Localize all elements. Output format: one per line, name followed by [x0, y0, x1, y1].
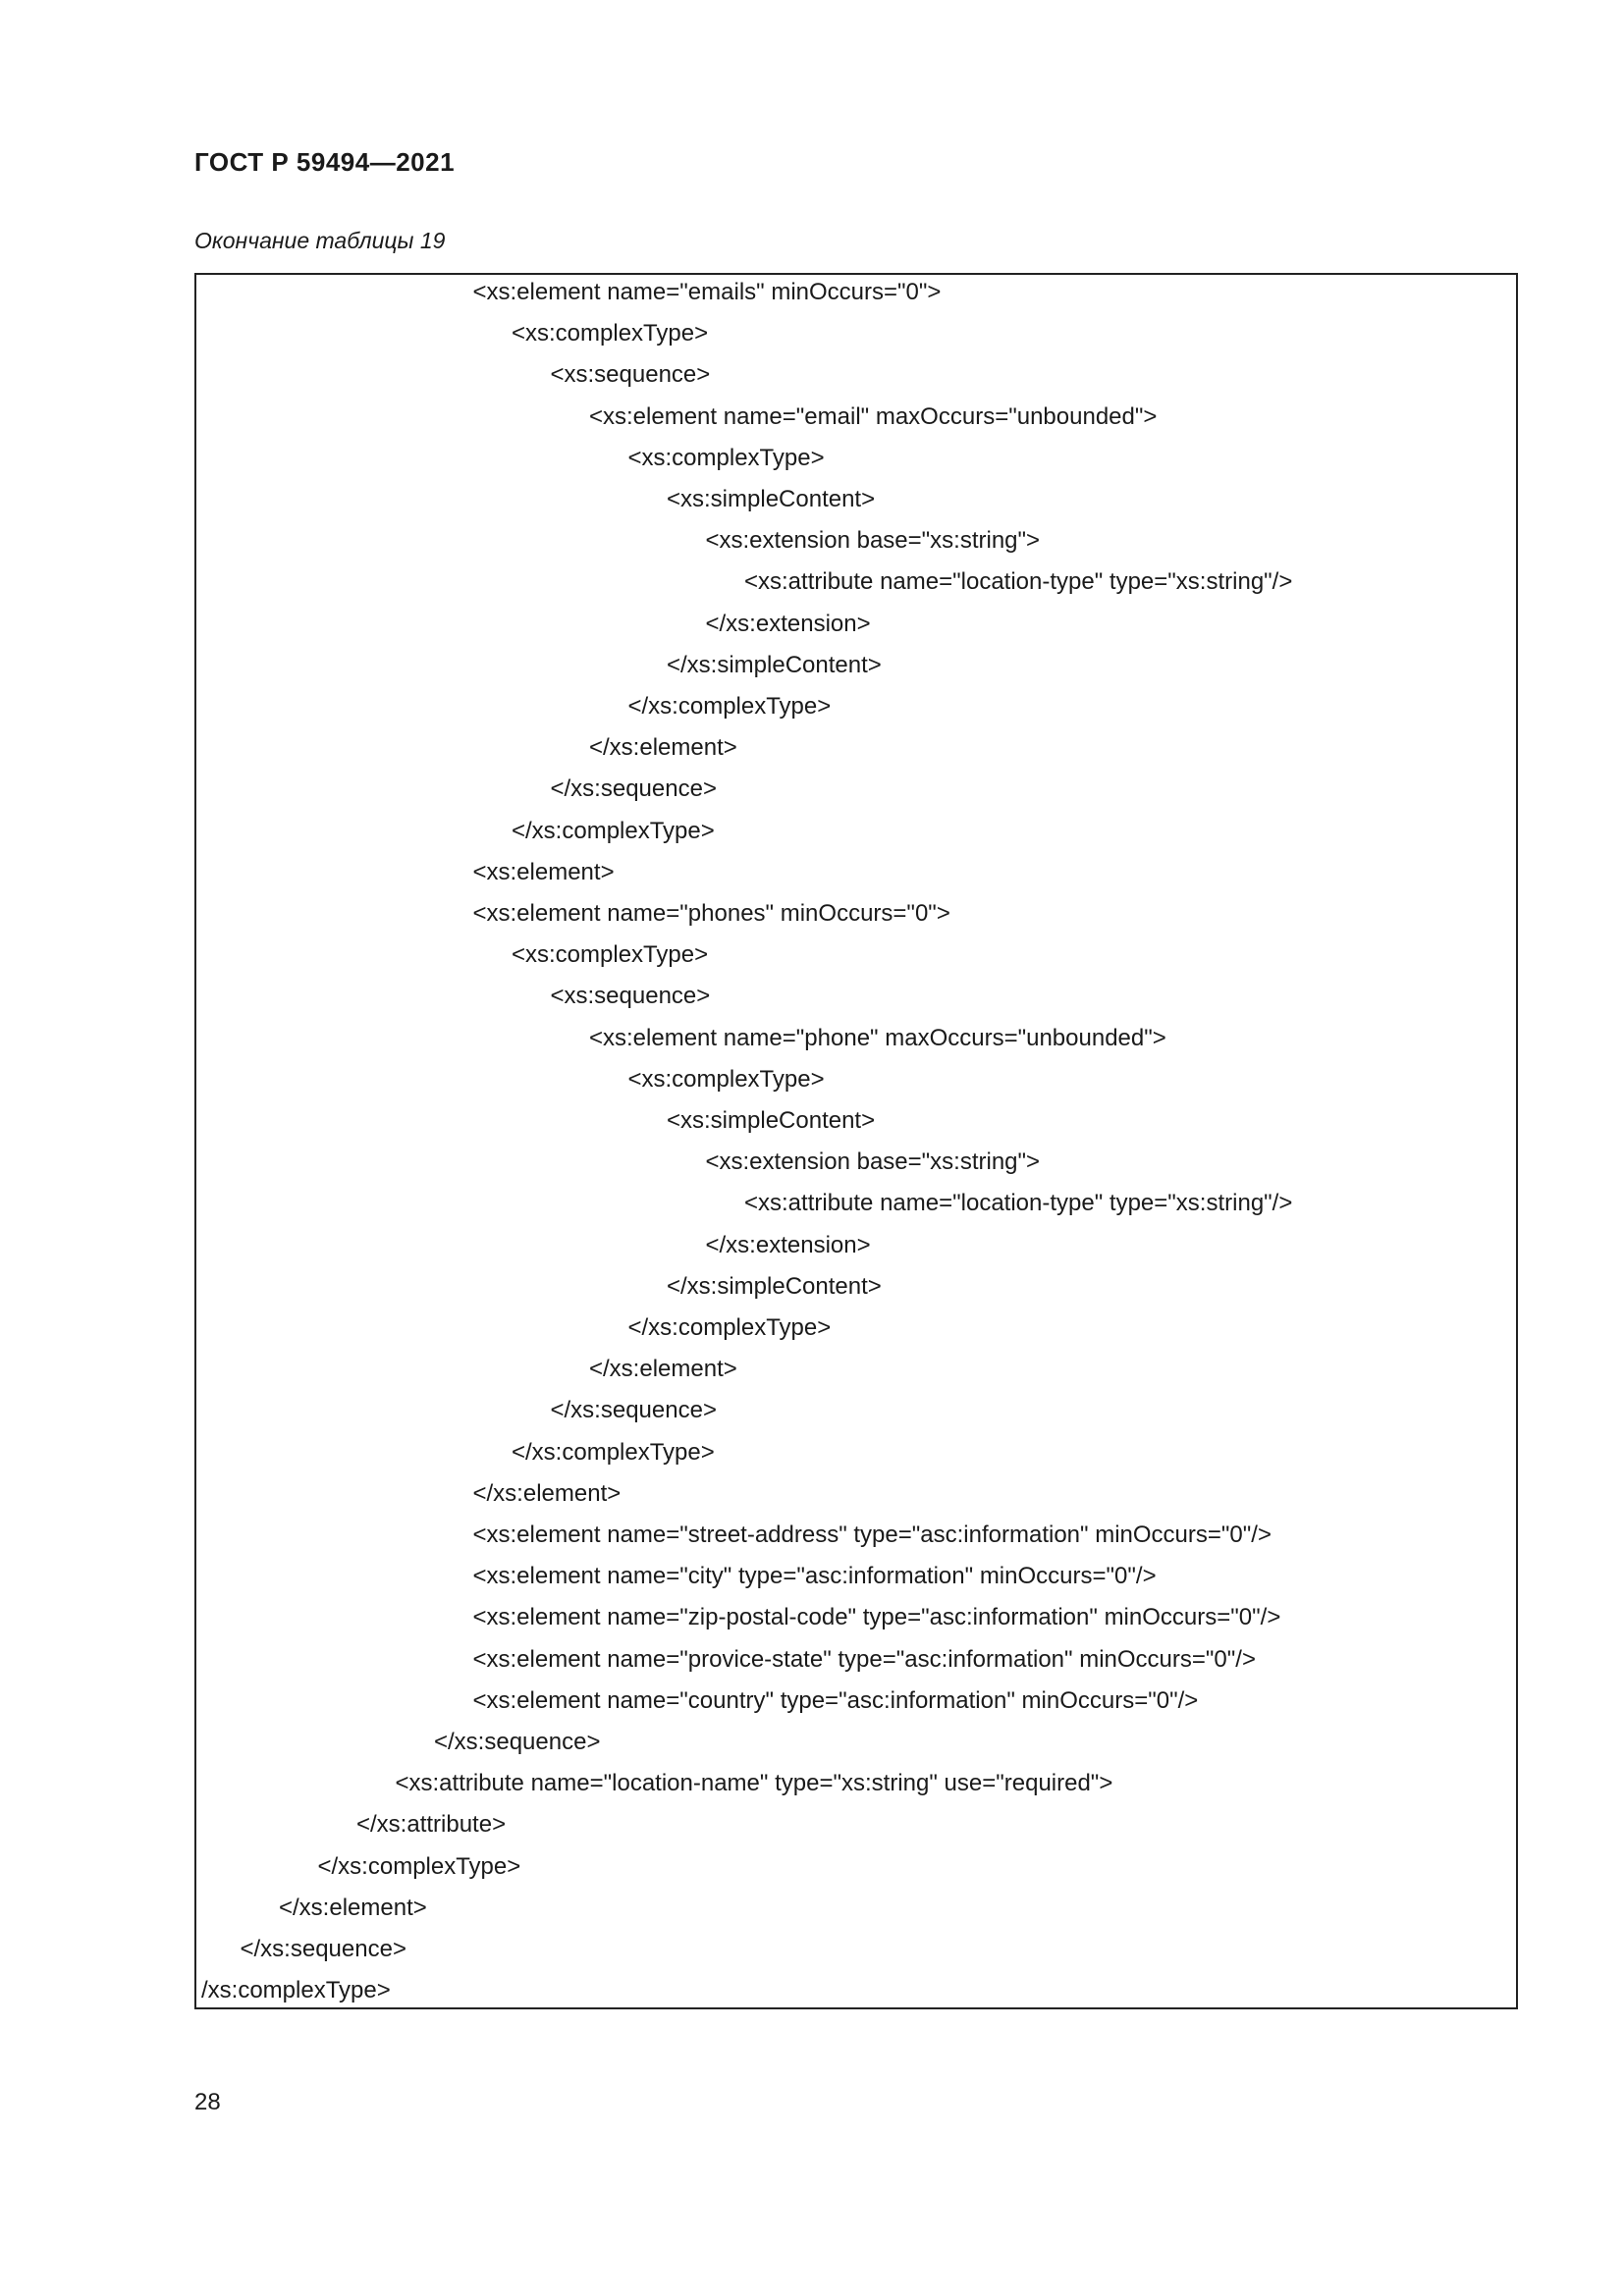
- code-line: <xs:sequence>: [550, 983, 711, 1010]
- code-line: </xs:complexType>: [317, 1852, 521, 1880]
- code-line: <xs:element name="phones" minOccurs="0">: [472, 900, 950, 927]
- code-line: </xs:attribute>: [356, 1811, 507, 1839]
- code-line: </xs:complexType>: [627, 693, 832, 720]
- code-line: <xs:element name="email" maxOccurs="unbounded">: [589, 402, 1158, 430]
- code-line: </xs:simpleContent>: [667, 1272, 882, 1300]
- table-caption: Окончание таблицы 19: [194, 228, 446, 253]
- code-line: <xs:complexType>: [512, 941, 709, 969]
- code-line: <xs:element name="phone" maxOccurs="unbounded">: [589, 1024, 1166, 1051]
- code-line: </xs:complexType>: [512, 817, 715, 844]
- code-line: <xs:extension base="xs:string">: [705, 1148, 1041, 1176]
- code-line: <xs:simpleContent>: [667, 1107, 876, 1134]
- code-line: <xs:element name="zip-postal-code" type="asc:information" minOccurs="0"/>: [472, 1604, 1281, 1631]
- code-line: /xs:complexType>: [201, 1977, 391, 2004]
- code-line: <xs:attribute name="location-name" type="xs:string" use="required">: [395, 1770, 1113, 1797]
- document-header: ГОСТ Р 59494—2021: [194, 147, 456, 177]
- code-line: </xs:sequence>: [550, 775, 717, 803]
- code-line: </xs:element>: [472, 1479, 622, 1507]
- page-number: 28: [194, 2089, 221, 2115]
- code-line: <xs:complexType>: [627, 444, 825, 471]
- code-line: <xs:element name="provice-state" type="asc:information" minOccurs="0"/>: [472, 1645, 1256, 1673]
- code-line: </xs:element>: [279, 1894, 427, 1921]
- code-line: <xs:complexType>: [627, 1065, 825, 1093]
- code-line: <xs:attribute name="location-type" type="xs:string"/>: [744, 568, 1293, 596]
- code-line: </xs:element>: [589, 734, 737, 762]
- code-line: </xs:extension>: [705, 1231, 871, 1258]
- code-line: </xs:element>: [589, 1356, 737, 1383]
- code-line: </xs:sequence>: [240, 1936, 406, 1962]
- code-line: </xs:complexType>: [512, 1438, 715, 1466]
- code-line: <xs:element>: [472, 858, 615, 885]
- code-line: <xs:complexType>: [512, 320, 709, 347]
- code-line: <xs:attribute name="location-type" type="xs:string"/>: [744, 1190, 1293, 1217]
- code-line: <xs:element name="emails" minOccurs="0">: [472, 279, 942, 305]
- code-line: <xs:simpleContent>: [667, 486, 876, 512]
- code-table: [194, 273, 1518, 2009]
- code-line: <xs:element name="country" type="asc:information" minOccurs="0"/>: [472, 1686, 1199, 1714]
- code-line: </xs:extension>: [705, 610, 871, 637]
- code-line: </xs:sequence>: [550, 1397, 717, 1424]
- code-line: </xs:complexType>: [627, 1314, 832, 1341]
- code-line: </xs:sequence>: [434, 1729, 601, 1755]
- code-line: <xs:sequence>: [550, 361, 711, 389]
- code-line: <xs:extension base="xs:string">: [705, 527, 1041, 555]
- code-line: <xs:element name="city" type="asc:information" minOccurs="0"/>: [472, 1563, 1157, 1590]
- code-line: <xs:element name="street-address" type="asc:information" minOccurs="0"/>: [472, 1522, 1272, 1548]
- code-line: </xs:simpleContent>: [667, 651, 882, 678]
